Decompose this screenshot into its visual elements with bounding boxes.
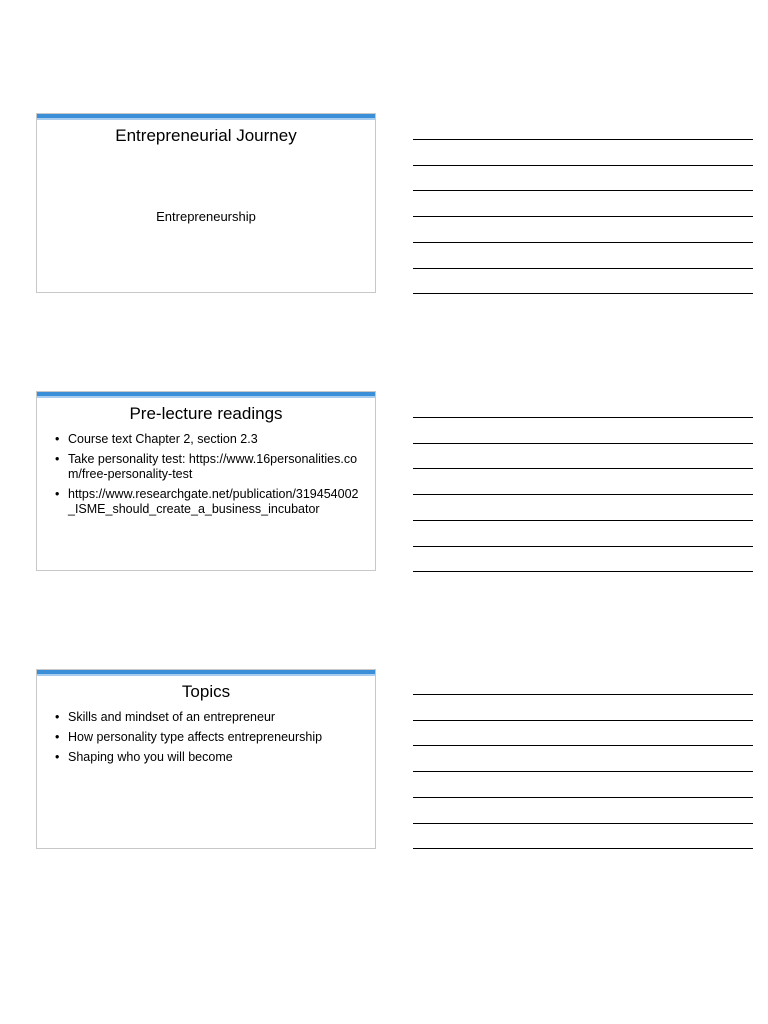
note-line [413, 694, 753, 695]
slide-subtitle: Entrepreneurship [156, 209, 256, 224]
bullet-item: • How personality type affects entrepreneurship [55, 730, 361, 745]
note-line [413, 190, 753, 191]
slide-accent-bar-light [37, 674, 375, 676]
note-line [413, 745, 753, 746]
note-line [413, 443, 753, 444]
note-line [413, 546, 753, 547]
note-line [413, 571, 753, 572]
bullet-list [55, 710, 361, 770]
slide-3 [36, 669, 376, 849]
bullet-item: • Take personality test: https://www.16personalities.com/free-personality-test [55, 452, 361, 482]
bullet-list [55, 432, 361, 522]
note-line [413, 823, 753, 824]
bullet-item: • https://www.researchgate.net/publication/319454002_ISME_should_create_a_business_incubator [55, 487, 361, 517]
slide-2 [36, 391, 376, 571]
note-line [413, 216, 753, 217]
slide-title: Pre-lecture readings [129, 404, 283, 423]
note-line [413, 165, 753, 166]
bullet-item: • Shaping who you will become [55, 750, 361, 765]
note-line [413, 268, 753, 269]
note-line [413, 293, 753, 294]
note-line [413, 720, 753, 721]
bullet-item: • Skills and mindset of an entrepreneur [55, 710, 361, 725]
slide-title: Entrepreneurial Journey [115, 126, 297, 145]
note-line [413, 520, 753, 521]
note-line [413, 242, 753, 243]
slide-accent-bar-light [37, 396, 375, 398]
note-line [413, 468, 753, 469]
note-line [413, 848, 753, 849]
note-line [413, 494, 753, 495]
note-line [413, 139, 753, 140]
note-line [413, 417, 753, 418]
note-line [413, 797, 753, 798]
note-line [413, 771, 753, 772]
slide-title: Topics [181, 682, 231, 701]
bullet-item: • Course text Chapter 2, section 2.3 [55, 432, 361, 447]
slide-1 [36, 113, 376, 293]
slide-accent-bar-light [37, 118, 375, 120]
